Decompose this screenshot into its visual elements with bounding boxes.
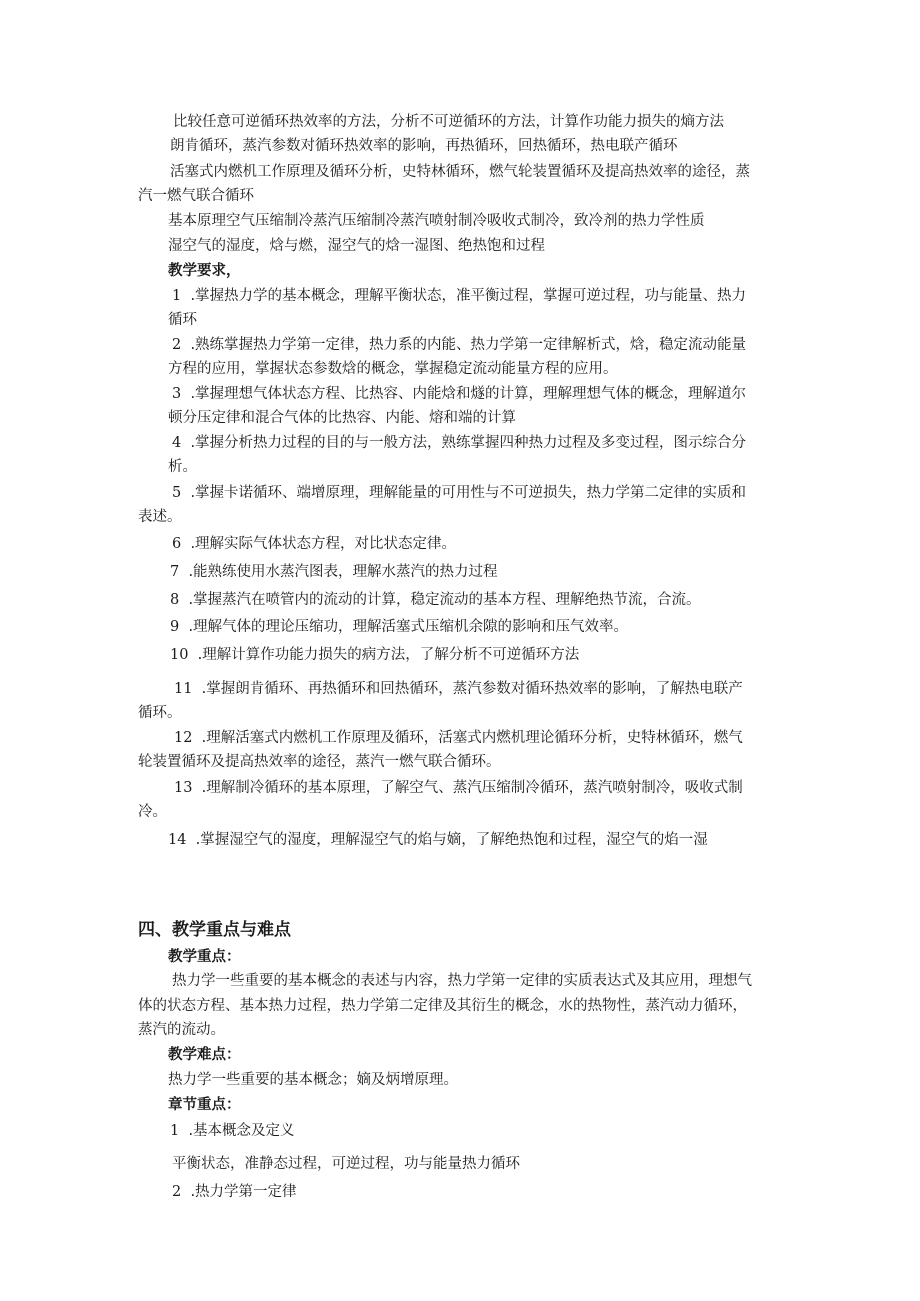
req-text: .理解气体的理论压缩功，理解活塞式压缩机余隙的影响和压气效率。 — [188, 619, 629, 635]
req-text: .掌握热力学的基本概念，理解平衡状态，准平衡过程，掌握可逆过程，功与能量、热力 — [190, 288, 747, 304]
req-number: 11 — [174, 681, 193, 697]
req-text: .能熟练使用水蒸汽图表，理解水蒸汽的热力过程 — [188, 564, 498, 580]
req-number: 10 — [170, 647, 189, 663]
chapter-heading: 章节重点： — [168, 1096, 241, 1113]
req-14 — [168, 828, 708, 852]
req-6 — [172, 532, 456, 556]
req-text: .掌握湿空气的湿度，理解湿空气的焰与嫡，了解绝热饱和过程，湿空气的焰一湿 — [195, 832, 708, 848]
req-11-cont: 循环。 — [138, 705, 182, 721]
req-number: 1 — [172, 288, 182, 304]
section-4-title: 四、教学重点与难点 — [138, 920, 291, 940]
chapter-item-number: 1 — [170, 1123, 180, 1139]
req-1 — [172, 284, 746, 308]
req-2 — [172, 333, 746, 357]
req-text: .理解计算作功能力损失的病方法，了解分析不可逆循环方法 — [197, 647, 580, 663]
intro-line-1: 比较任意可逆循环热效率的方法，分析不可逆循环的方法，计算作功能力损失的熵方法 — [173, 114, 724, 130]
key-points-line-2: 体的状态方程、基本热力过程，热力学第二定律及其衍生的概念，水的热物性，蒸汽动力循环， — [138, 998, 747, 1014]
key-points-heading: 教学重点： — [168, 948, 241, 965]
req-text: .掌握分析热力过程的目的与一般方法，熟练掌握四种热力过程及多变过程，图示综合分 — [190, 435, 747, 451]
req-number: 6 — [172, 536, 182, 552]
chapter-item-1 — [170, 1119, 295, 1143]
req-number: 9 — [170, 619, 180, 635]
req-3-cont: 顿分压定律和混合气体的比热容、内能、熔和端的计算 — [168, 410, 516, 426]
req-text: .熟练掌握热力学第一定律，热力系的内能、热力学第一定律解析式，焓，稳定流动能量 — [190, 337, 747, 353]
req-13-cont: 冷。 — [138, 804, 167, 820]
req-number: 2 — [172, 337, 182, 353]
req-text: .掌握蒸汽在喷管内的流动的计算，稳定流动的基本方程、理解绝热节流，合流。 — [188, 592, 701, 608]
req-number: 4 — [172, 435, 182, 451]
key-points-line-1: 热力学一些重要的基本概念的表述与内容，热力学第一定律的实质表达式及其应用，理想气 — [172, 973, 752, 989]
intro-line-6: 湿空气的湿度，焓与燃，湿空气的焓一湿图、绝热饱和过程 — [168, 238, 545, 254]
chapter-item-2 — [172, 1180, 297, 1204]
requirements-heading: 教学要求， — [168, 262, 241, 279]
chapter-item-1-detail: 平衡状态，准静态过程，可逆过程，功与能量热力循环 — [172, 1156, 520, 1172]
req-text: .理解制冷循环的基本原理，了解空气、蒸汽压缩制冷循环，蒸汽喷射制冷，吸收式制 — [201, 780, 743, 796]
req-13 — [174, 776, 743, 800]
req-7 — [170, 560, 498, 584]
req-number: 5 — [172, 485, 182, 501]
req-text: .掌握卡诺循环、端增原理，理解能量的可用性与不可逆损失，热力学第二定律的实质和 — [190, 485, 747, 501]
intro-line-3: 活塞式内燃机工作原理及循环分析，史特林循环，燃气轮装置循环及提高热效率的途径，蒸 — [170, 164, 750, 180]
key-points-line-3: 蒸汽的流动。 — [138, 1022, 225, 1038]
req-9 — [170, 615, 628, 639]
req-8 — [170, 588, 701, 612]
req-3 — [172, 382, 746, 406]
req-1-cont: 循环 — [168, 312, 197, 328]
req-number: 14 — [168, 832, 187, 848]
req-number: 13 — [174, 780, 193, 796]
req-10 — [170, 643, 579, 667]
intro-line-4: 汽一燃气联合循环 — [138, 188, 254, 204]
req-number: 8 — [170, 592, 180, 608]
req-number: 12 — [174, 730, 193, 746]
chapter-item-number: 2 — [172, 1184, 182, 1200]
req-4-cont: 析。 — [168, 459, 197, 475]
req-4 — [172, 431, 746, 455]
intro-line-2: 朗肯循环，蒸汽参数对循环热效率的影响，再热循环，回热循环，热电联产循环 — [170, 138, 678, 154]
chapter-item-text: .热力学第一定律 — [190, 1184, 297, 1200]
difficulties-heading: 教学难点： — [168, 1046, 241, 1063]
req-text: .理解活塞式内燃机工作原理及循环，活塞式内燃机理论循环分析，史特林循环，燃气 — [201, 730, 743, 746]
req-11 — [174, 677, 743, 701]
intro-line-5: 基本原理空气压缩制冷蒸汽压缩制冷蒸汽喷射制冷吸收式制冷，致冷剂的热力学性质 — [168, 213, 705, 229]
req-2-cont: 方程的应用，掌握状态参数焓的概念，掌握稳定流动能量方程的应用。 — [168, 361, 618, 377]
req-number: 3 — [172, 386, 182, 402]
req-12-cont: 轮装置循环及提高热效率的途径，蒸汽一燃气联合循环。 — [138, 754, 501, 770]
req-5-cont: 表述。 — [138, 509, 182, 525]
req-5 — [172, 481, 746, 505]
req-text: .理解实际气体状态方程，对比状态定律。 — [190, 536, 457, 552]
req-12 — [174, 726, 743, 750]
req-number: 7 — [170, 564, 180, 580]
difficulties-text: 热力学一些重要的基本概念；嫡及炳增原理。 — [168, 1072, 458, 1088]
req-text: .掌握朗肯循环、再热循环和回热循环，蒸汽参数对循环热效率的影响，了解热电联产 — [201, 681, 743, 697]
req-text: .掌握理想气体状态方程、比热容、内能焓和燧的计算，理解理想气体的概念，理解道尔 — [190, 386, 747, 402]
chapter-item-text: .基本概念及定义 — [188, 1123, 295, 1139]
